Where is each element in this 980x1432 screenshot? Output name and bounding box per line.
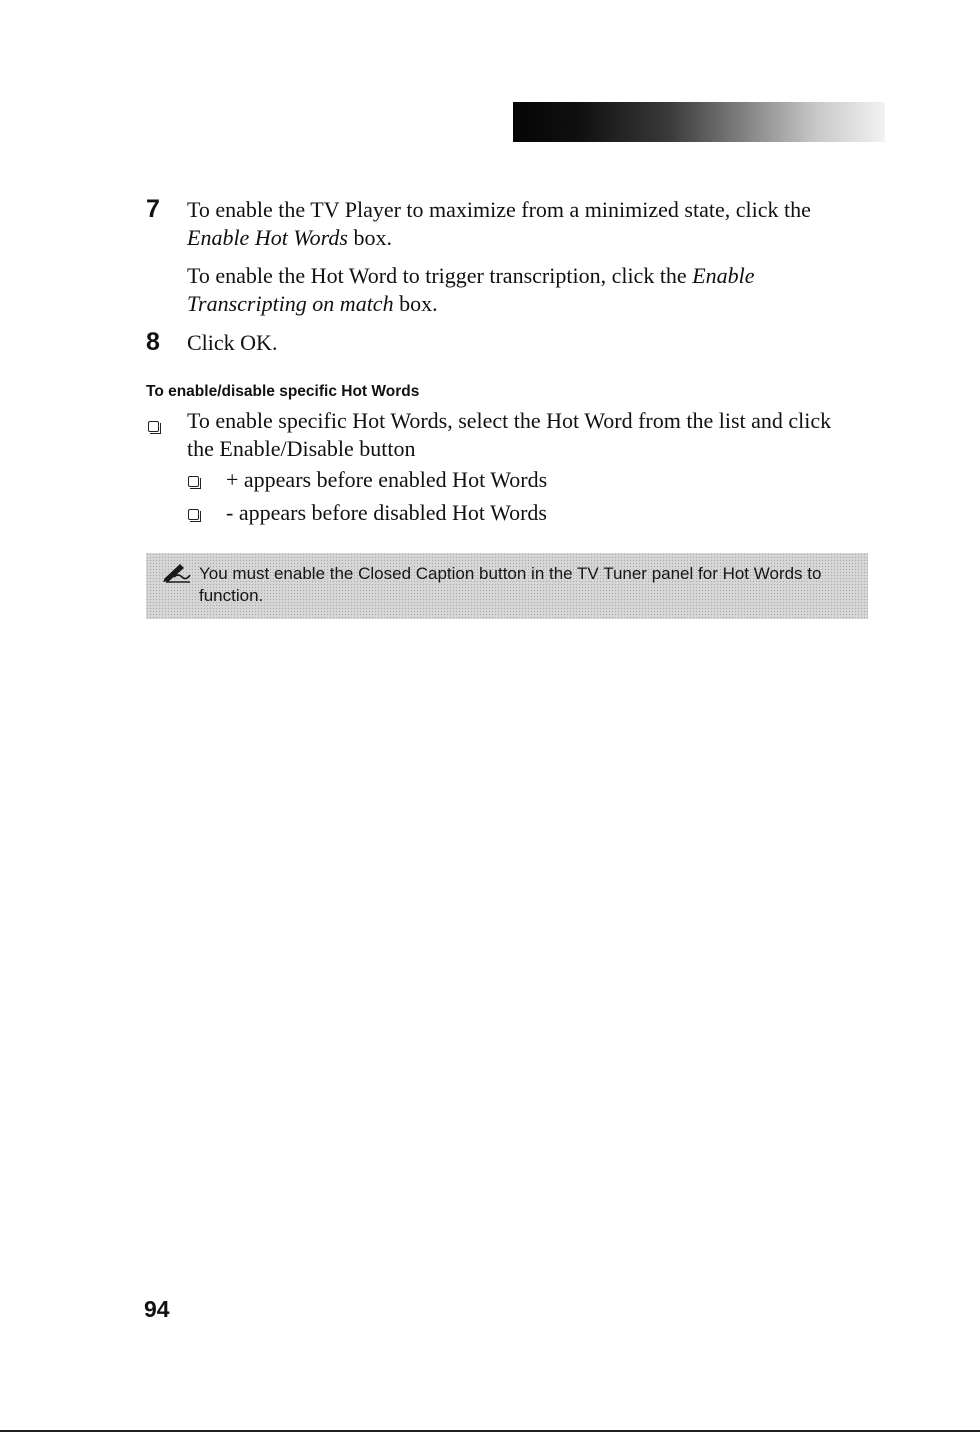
checkbox-bullet-icon — [188, 476, 199, 487]
step-7-line1: To enable the TV Player to maximize from a minimized state, click the — [187, 197, 811, 222]
step-8-text: Click OK. — [187, 330, 278, 355]
note-text: You must enable the Closed Caption button in the TV Tuner panel for Hot Words to function. — [199, 564, 822, 605]
step-7-text — [187, 196, 877, 252]
step-number: 7 — [146, 195, 160, 223]
pencil-note-icon — [160, 561, 194, 583]
step-number: 8 — [146, 328, 160, 356]
checkbox-bullet-icon — [188, 509, 199, 520]
step-7-suffix: box. — [347, 225, 392, 250]
page-number: 94 — [144, 1296, 170, 1322]
checkbox-bullet-icon — [148, 421, 159, 432]
step-7-para2-text: To enable the Hot Word to trigger transcription, click the — [187, 263, 693, 288]
enable-label: Enable — [692, 263, 755, 288]
transcripting-on-match-label: Transcripting on match — [187, 291, 394, 316]
step-7-para2-suffix: box. — [393, 291, 438, 316]
sub-bullet-disabled: - appears before disabled Hot Words — [226, 500, 547, 525]
enable-hot-words-label: Enable Hot Words — [187, 225, 348, 250]
header-bar — [513, 102, 885, 142]
note-box — [146, 553, 868, 619]
section-heading: To enable/disable specific Hot Words — [146, 383, 420, 400]
step-7-para2 — [187, 262, 847, 318]
bullet-main: To enable specific Hot Words, select the Hot Word from the list and click the Enable/Disable button — [187, 408, 832, 461]
sub-bullet-enabled: + appears before enabled Hot Words — [226, 467, 548, 492]
